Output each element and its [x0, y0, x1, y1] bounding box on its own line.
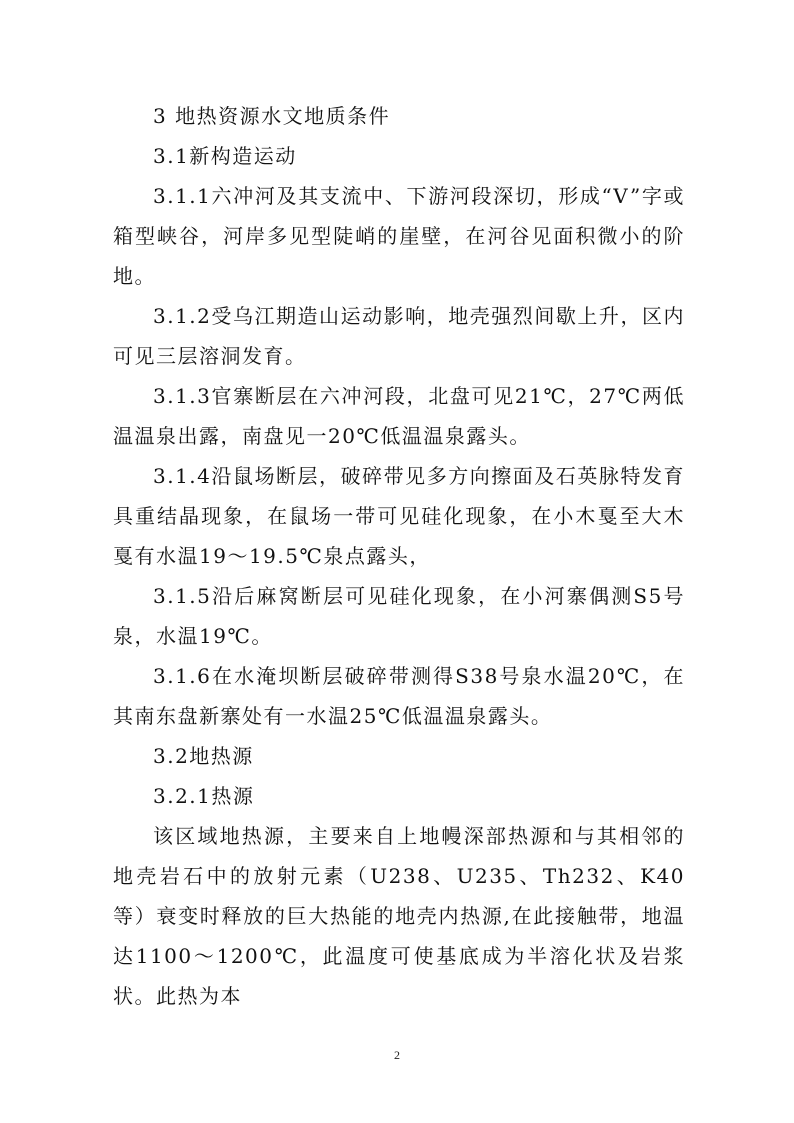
page-body	[113, 96, 685, 1016]
page-number: 2	[394, 1048, 400, 1062]
paragraph-3-1-3: 3.1.3官寨断层在六冲河段，北盘可见21℃，27℃两低温温泉出露，南盘见一20℃低温温泉露头。	[113, 384, 685, 448]
subsection-heading-3-2-1: 3.2.1热源	[153, 784, 255, 808]
section-heading-3: 3 地热资源水文地质条件	[153, 104, 391, 128]
paragraph-3-1-6: 3.1.6在水淹坝断层破碎带测得S38号泉水温20℃，在其南东盘新寨处有一水温25℃低温温泉露头。	[113, 664, 685, 728]
subsection-heading-3-2: 3.2地热源	[153, 744, 254, 768]
subsection-heading-3-1: 3.1新构造运动	[153, 144, 297, 168]
paragraph-heat-source: 该区域地热源，主要来自上地幔深部热源和与其相邻的地壳岩石中的放射元素（U238、U235、Th232、K40等）衰变时释放的巨大热能的地壳内热源,在此接触带，地温达1100～1200℃，此温度可使基底成为半溶化状及岩浆状。此热为本	[113, 824, 685, 1008]
paragraph-3-1-2: 3.1.2受乌江期造山运动影响，地壳强烈间歇上升，区内可见三层溶洞发育。	[113, 304, 685, 368]
paragraph-3-1-1: 3.1.1六冲河及其支流中、下游河段深切，形成“V”字或箱型峡谷，河岸多见型陡峭的崖壁，在河谷见面积微小的阶地。	[113, 184, 685, 288]
paragraph-3-1-5: 3.1.5沿后麻窝断层可见硅化现象，在小河寨偶测S5号泉，水温19℃。	[113, 584, 685, 648]
paragraph-3-1-4: 3.1.4沿鼠场断层，破碎带见多方向擦面及石英脉特发育具重结晶现象，在鼠场一带可见硅化现象，在小木戛至大木戛有水温19～19.5℃泉点露头，	[113, 464, 685, 568]
